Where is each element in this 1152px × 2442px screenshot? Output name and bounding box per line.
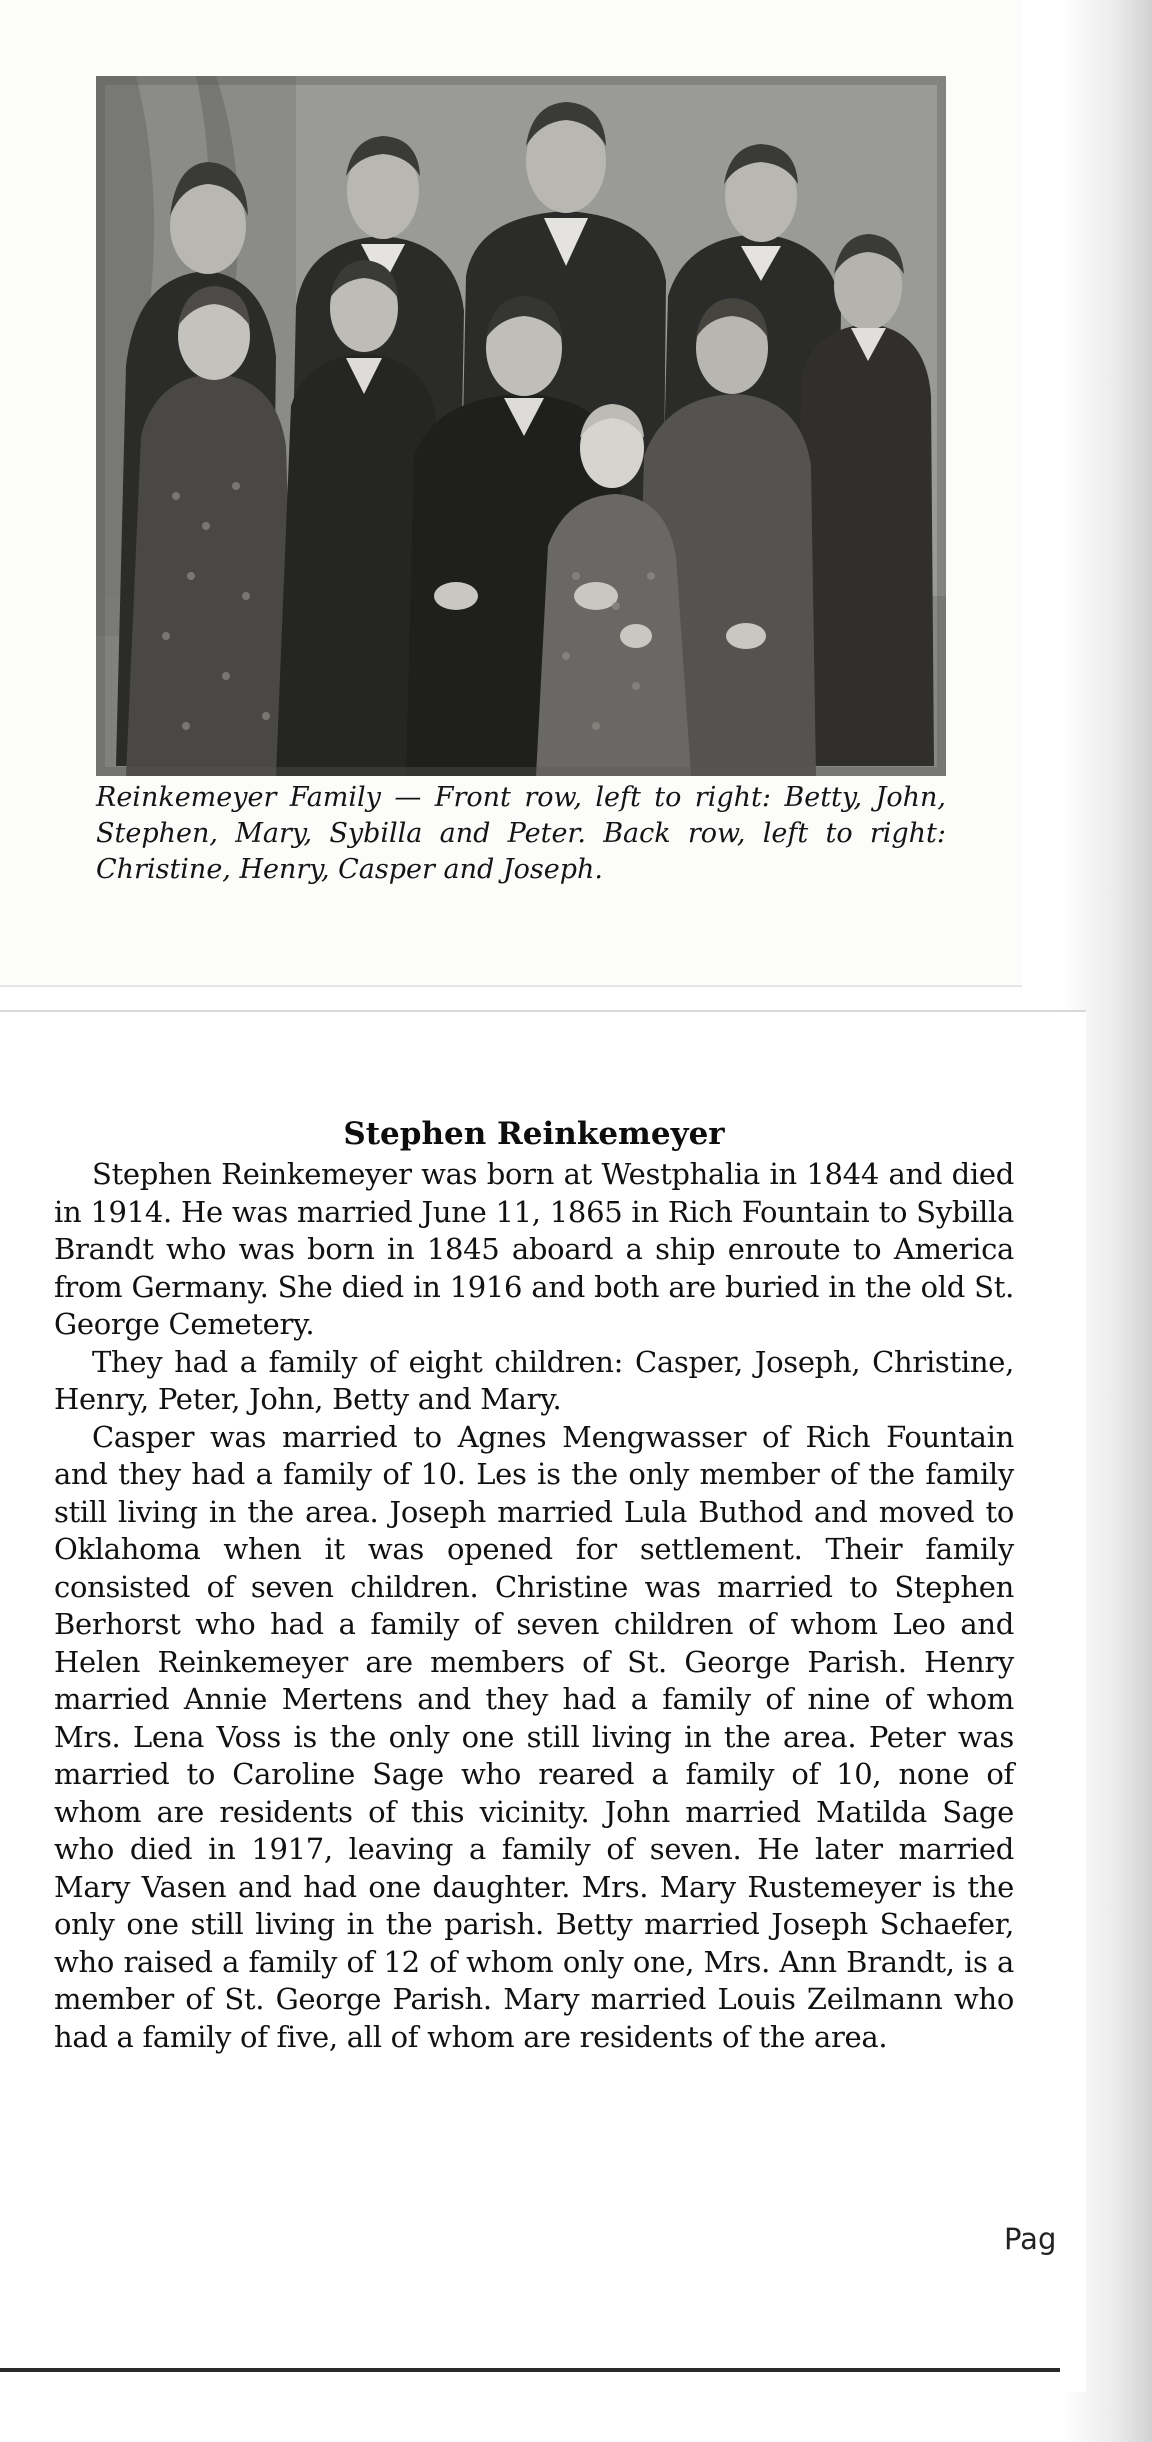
article-clipping [0,1010,1086,2392]
article-headline: Stephen Reinkemeyer [343,1116,725,1152]
article-paragraph: They had a family of eight children: Casper, Joseph, Christine, Henry, Peter, John, Betty and Mary. [54,1344,1014,1416]
article-paragraph: Casper was married to Agnes Mengwasser of Rich Fountain and they had a family of 10. Les is the only member of the family still living in the area. Joseph married Lula Buthod and moved to Oklahoma when it was opened for settlement. Their family consisted of seven children. Christine was married to Stephen Berhorst who had a family of seven children of whom Leo and Helen Reinkemeyer are members of St. George Parish. Henry married Annie Mertens and they had a family of nine of whom Mrs. Lena Voss is the only one still living in the area. Peter was married to Caroline Sage who reared a family of 10, none of whom are residents of this vicinity. John married Matilda Sage who died in 1917, leaving a family of seven. He later married Mary Vasen and had one daughter. Mrs. Mary Rustemeyer is the only one still living in the parish. Betty married Joseph Schaefer, who raised a family of 12 of whom only one, Mrs. Ann Brandt, is a member of St. George Parish. Mary married Louis Zeilmann who had a family of five, all of whom are residents of the area. [54,1419,1014,2054]
article-body [54,1114,1014,2056]
page-label-fragment: Pag [1004,2222,1057,2256]
family-photo-image [96,76,946,776]
article-paragraph: Stephen Reinkemeyer was born at Westphalia in 1844 and died in 1914. He was married June 11, 1865 in Rich Fountain to Sybilla Brandt who was born in 1845 aboard a ship enroute to America from Germany. She died in 1916 and both are buried in the old St. George Cemetery. [54,1157,1014,1341]
bottom-rule-divider [0,2368,1060,2372]
family-photograph [96,76,946,776]
photo-clipping [0,0,1022,987]
photo-caption: Reinkemeyer Family — Front row, left to right: Betty, John, Stephen, Mary, Sybilla and Peter. Back row, left to right: Christine, Henry, Casper and Joseph. [96,782,946,885]
